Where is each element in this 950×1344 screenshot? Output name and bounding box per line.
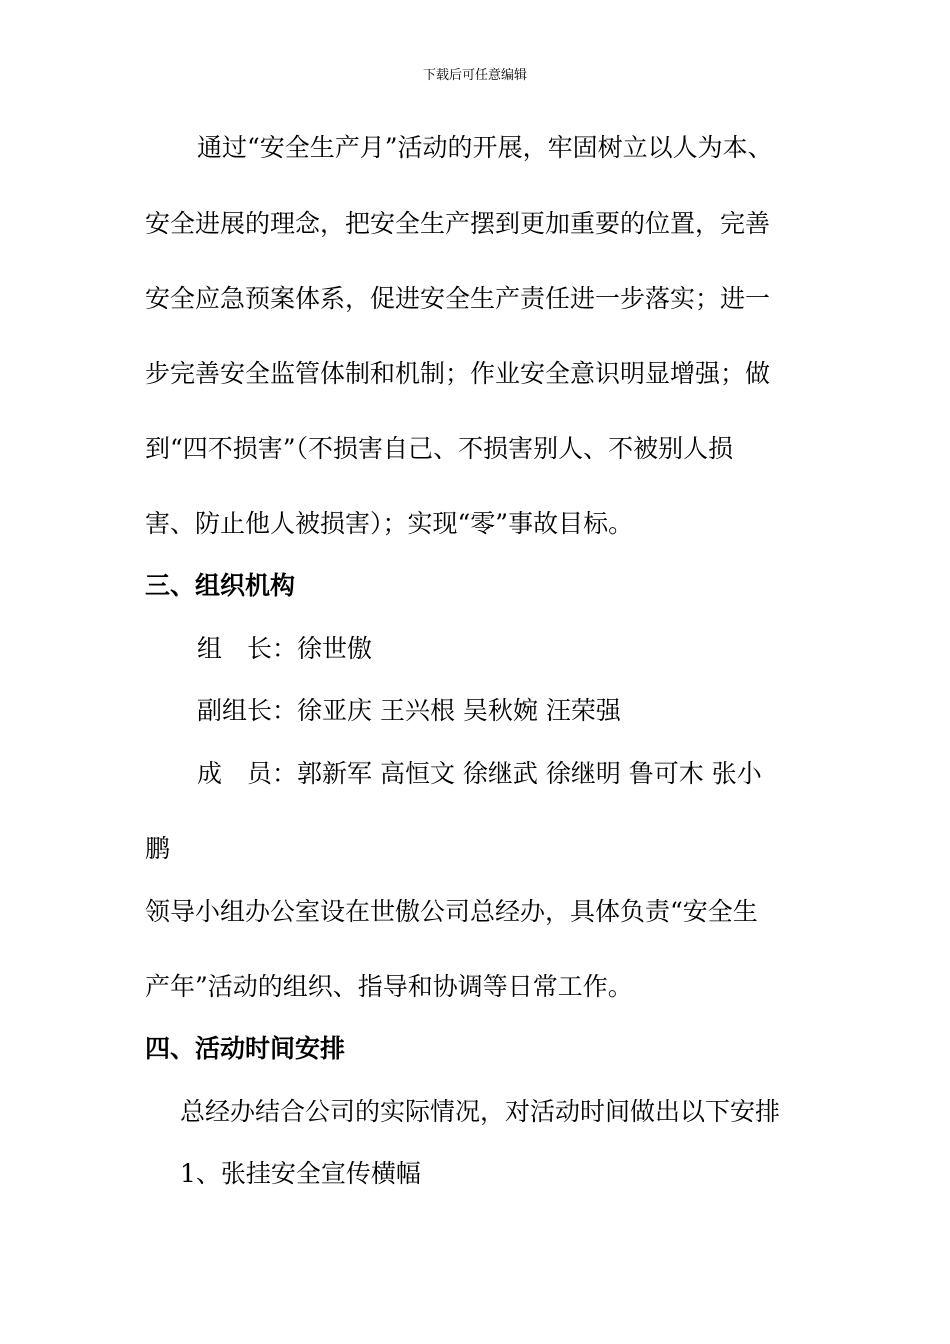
paragraph-line: 害、防止他人被损害）；实现“零”事故目标。 <box>145 509 634 538</box>
section-heading: 三、组织机构 <box>145 571 296 600</box>
section-heading: 四、活动时间安排 <box>145 1034 346 1063</box>
paragraph-line: 安全应急预案体系，促进安全生产责任进一步落实；进一 <box>145 284 771 313</box>
org-members-line: 成 员：郭新军 高恒文 徐继武 徐继明 鲁可木 张小 <box>197 759 762 788</box>
org-members-line-cont: 鹏 <box>145 834 171 863</box>
paragraph-line: 领导小组办公室设在世傲公司总经办，具体负责“安全生 <box>145 897 758 926</box>
page-header: 下载后可任意编辑 <box>422 68 527 83</box>
paragraph-line: 安全进展的理念，把安全生产摆到更加重要的位置，完善 <box>145 209 771 238</box>
org-deputy-line: 副组长：徐亚庆 王兴根 吴秋婉 汪荣强 <box>197 696 621 725</box>
paragraph-line: 总经办结合公司的实际情况，对活动时间做出以下安排 <box>180 1097 781 1126</box>
paragraph-line: 通过“安全生产月”活动的开展，牢固树立以人为本、 <box>197 133 773 162</box>
list-item: 1、张挂安全宣传横幅 <box>180 1159 421 1188</box>
paragraph-line: 到“四不损害”（不损害自己、不损害别人、不被别人损 <box>145 434 734 463</box>
org-leader-line: 组 长：徐世傲 <box>197 634 373 663</box>
paragraph-line: 产年”活动的组织、指导和协调等日常工作。 <box>145 972 633 1001</box>
paragraph-line: 步完善安全监管体制和机制；作业安全意识明显增强；做 <box>145 359 771 388</box>
